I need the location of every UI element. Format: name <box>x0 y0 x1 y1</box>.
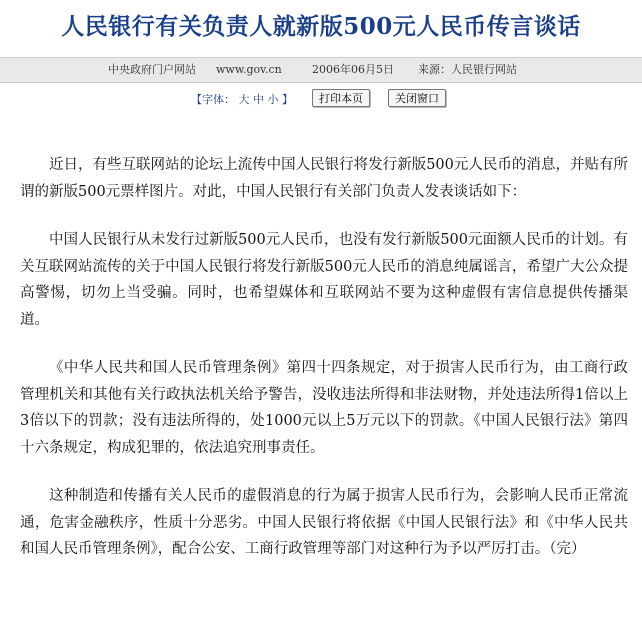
paragraph-2: 中国人民银行从未发行过新版500元人民币，也没有发行新版500元面额人民币的计划。有关互联网站流传的关于中国人民银行将发行新版500元人民币的消息纯属谣言，希望广大公众提高警惕，切勿上当受骗。同时，也希望媒体和互联网站不要为这种虚假有害信息提供传播渠道。 <box>20 232 628 328</box>
font-size-medium-link[interactable]: 中 <box>253 93 264 106</box>
font-size-large-link[interactable]: 大 <box>238 93 250 106</box>
site-url: www.gov.cn <box>216 63 282 76</box>
article-source: 来源：人民银行网站 <box>418 63 517 76</box>
font-size-bracket: 】 <box>282 93 293 106</box>
font-size-small-link[interactable]: 小 <box>267 93 279 106</box>
publish-date: 2006年06月5日 <box>312 63 394 76</box>
article-body <box>20 152 628 585</box>
paragraph-3: 《中华人民共和国人民币管理条例》第四十四条规定，对于损害人民币行为，由工商行政管理机关和其他有关行政执法机关给予警告，没收违法所得和非法财物，并处违法所得1倍以上3倍以下的罚款；没有违法所得的，处1000元以上5万元以下的罚款。《中国人民银行法》第四十六条规定，构成犯罪的，依法追究刑事责任。 <box>20 360 628 456</box>
paragraph-4: 这种制造和传播有关人民币的虚假消息的行为属于损害人民币行为，会影响人民币正常流通，危害金融秩序，性质十分恶劣。中国人民银行将依据《中国人民银行法》和《中华人民共和国人民币管理条例》，配合公安、工商行政管理等部门对这种行为予以严厉打击。（完） <box>20 488 628 557</box>
meta-bar <box>0 57 642 83</box>
close-window-button[interactable]: 关闭窗口 <box>388 89 446 107</box>
article-toolbar <box>0 88 642 110</box>
paragraph-1: 近日，有些互联网站的论坛上流传中国人民银行将发行新版500元人民币的消息，并贴有所谓的新版500元票样图片。对此，中国人民银行有关部门负责人发表谈话如下： <box>20 157 628 200</box>
font-size-selector <box>191 91 293 107</box>
print-page-button[interactable]: 打印本页 <box>312 89 370 107</box>
site-name: 中央政府门户网站 <box>108 63 196 76</box>
page-title: 人民银行有关负责人就新版500元人民币传言谈话 <box>61 13 581 40</box>
font-size-label: 【字体： <box>191 93 235 106</box>
